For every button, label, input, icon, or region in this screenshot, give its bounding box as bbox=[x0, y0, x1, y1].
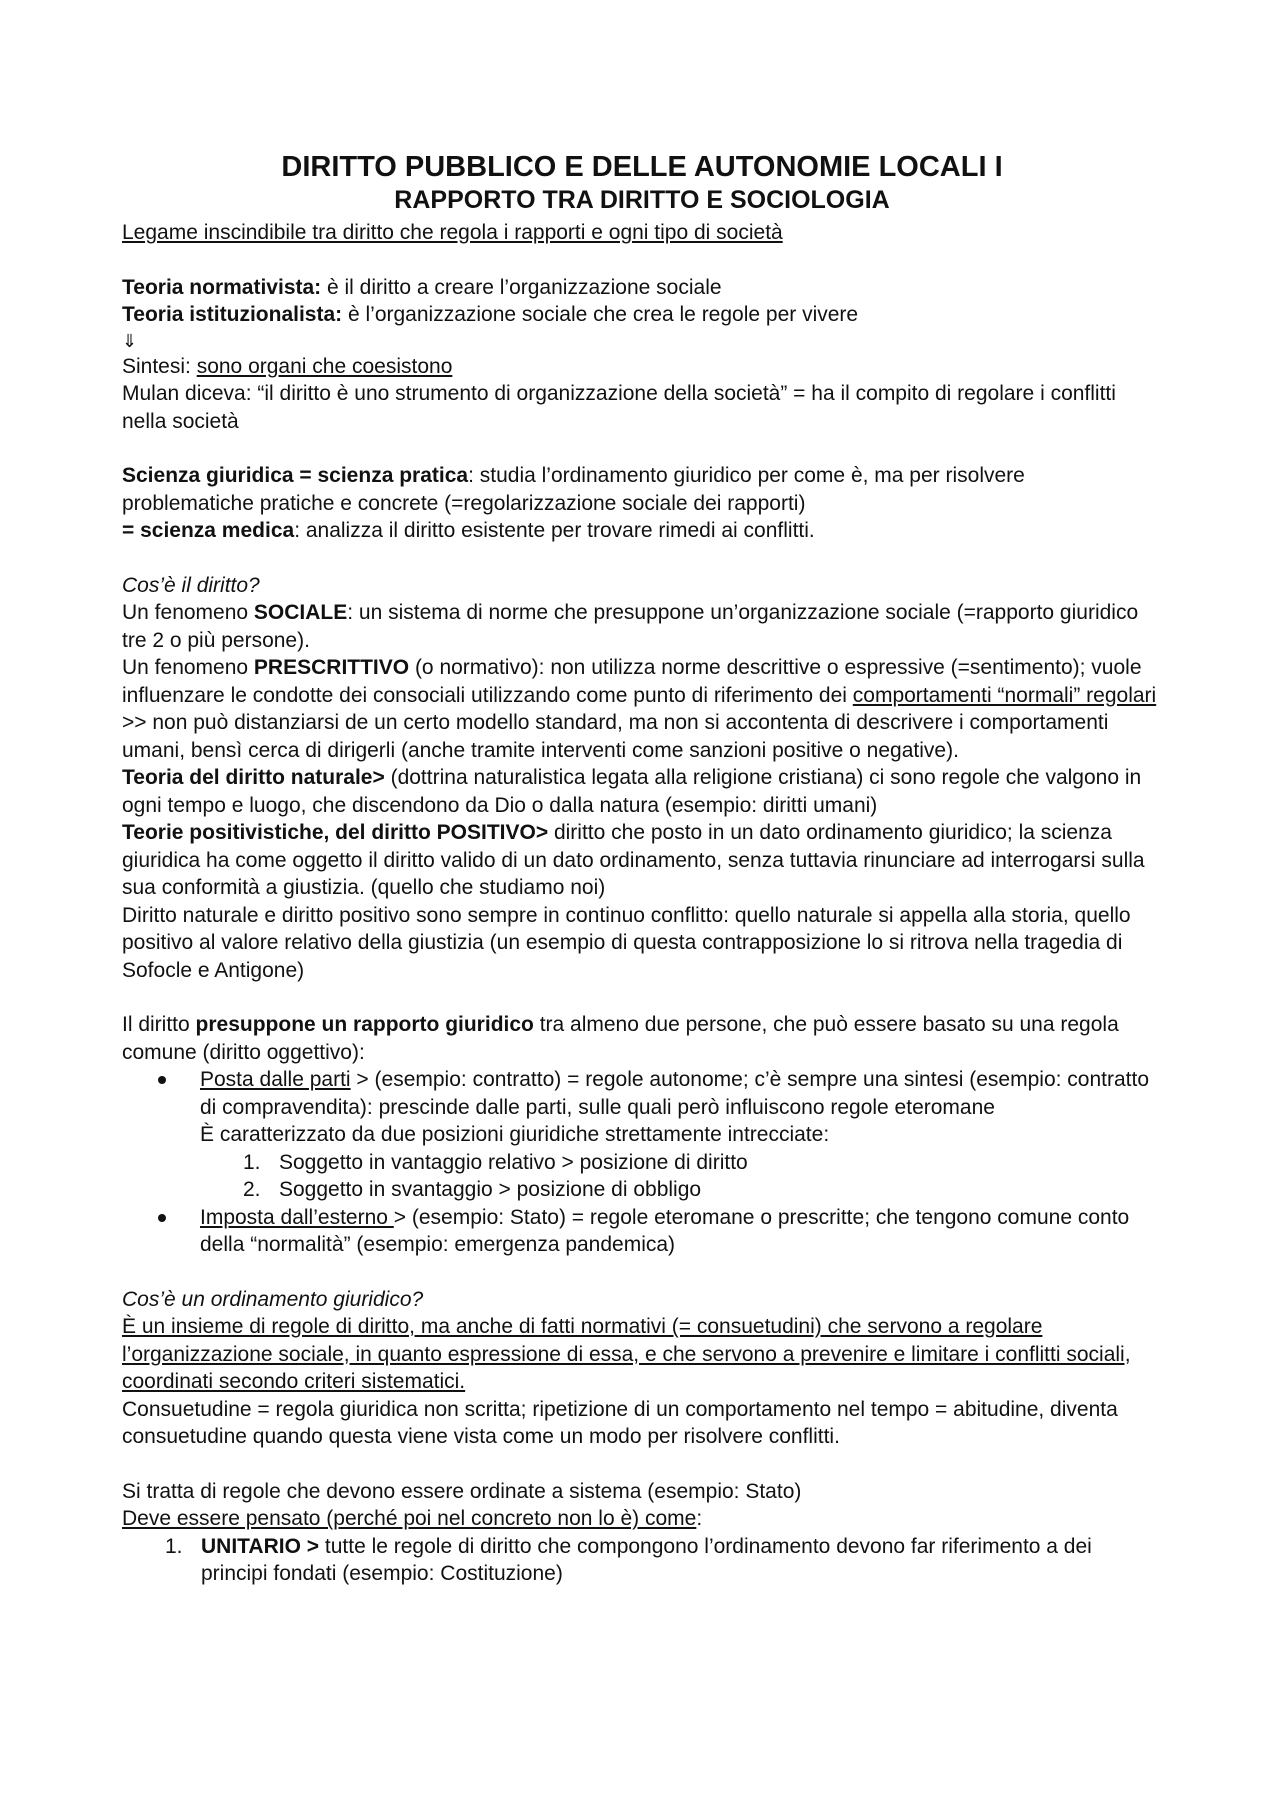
sociale-pre: Un fenomeno bbox=[122, 601, 254, 624]
normativista-label: Teoria normativista: bbox=[122, 275, 322, 299]
rapporto-pre: Il diritto bbox=[122, 1013, 196, 1036]
naturale-text: (dottrina naturalistica legata alla religione cristiana) ci sono regole che valgono in ogni tempo e luogo, che discendono da Dio o dalla natura (esempio: diritti umani) bbox=[122, 766, 1142, 817]
prescr-pre: Un fenomeno bbox=[122, 656, 254, 679]
normativista-line bbox=[122, 274, 1162, 302]
sintesi-line bbox=[122, 353, 1162, 381]
sociale-label: SOCIALE bbox=[253, 601, 348, 624]
intro-underlined: Legame inscindibile tra diritto che regola i rapporti e ogni tipo di società bbox=[122, 221, 783, 244]
item-number: 2. bbox=[243, 1178, 261, 1201]
ordinamento-definition bbox=[122, 1313, 1162, 1396]
ordinamento-question bbox=[122, 1286, 1162, 1314]
medica-label: = scienza medica bbox=[122, 519, 295, 542]
b1-sub: È caratterizzato da due posizioni giuridiche strettamente intrecciate: bbox=[200, 1123, 830, 1146]
prescr-label: PRESCRITTIVO bbox=[253, 656, 410, 679]
item-number: 1. bbox=[243, 1150, 261, 1174]
ordinamento-question-text: Cos’è un ordinamento giuridico? bbox=[122, 1287, 424, 1311]
scienza-text: : studia l’ordinamento giuridico per come è, ma per risolvere problematiche pratiche e concrete (=regolarizzazione sociale dei rapporti) bbox=[122, 464, 1025, 515]
bullet-imposta-dall-esterno bbox=[200, 1204, 1162, 1259]
naturale-label: Teoria del diritto naturale> bbox=[122, 766, 385, 789]
pensato-line bbox=[122, 1505, 1162, 1533]
b2-underline: Imposta dall’esterno bbox=[200, 1205, 394, 1229]
item-number: 1. bbox=[165, 1534, 183, 1558]
diritto-question bbox=[122, 572, 1162, 600]
pensato-colon: : bbox=[696, 1507, 703, 1530]
posizione-text: Soggetto in vantaggio relativo > posizione di diritto bbox=[279, 1150, 748, 1174]
positivo-text: diritto che posto in un dato ordinamento giuridico; la scienza giuridica ha come oggetto il diritto valido di un dato ordinamento, senza tuttavia rinunciare ad interrogarsi sulla sua conformità a giustizia. (quello che studiamo noi) bbox=[122, 821, 1145, 899]
page-title: DIRITTO PUBBLICO E DELLE AUTONOMIE LOCALI I bbox=[281, 151, 1003, 183]
rapporto-label: presuppone un rapporto giuridico bbox=[195, 1013, 534, 1036]
page-subtitle: RAPPORTO TRA DIRITTO E SOCIOLOGIA bbox=[394, 186, 890, 214]
diritto-question-text: Cos’è il diritto? bbox=[122, 573, 260, 597]
rapporto-text: tra almeno due persone, che può essere basato su una regola comune (diritto oggettivo): bbox=[122, 1013, 1119, 1064]
b1-text: > (esempio: contratto) = regole autonome; c’è sempre una sintesi (esempio: contratto di compravendita): prescinde dalle parti, sulle quali però influiscono regole eteromane bbox=[200, 1068, 1150, 1119]
down-arrow-icon: ⇓ bbox=[122, 330, 138, 351]
consuetudine-paragraph: Consuetudine = regola giuridica non scritta; ripetizione di un comportamento nel tempo = abitudine, diventa consuetudine quando questa viene vista come un modo per risolvere conflitti. bbox=[122, 1397, 1118, 1448]
unitario-text: tutte le regole di diritto che compongono l’ordinamento devono far riferimento a dei principi fondati (esempio: Costituzione) bbox=[201, 1534, 1092, 1585]
scienza-label: Scienza giuridica = scienza pratica bbox=[122, 464, 469, 487]
sociale-text: : un sistema di norme che presuppone un’organizzazione sociale (=rapporto giuridico tre 2 o più persone). bbox=[122, 601, 1139, 652]
positivo-label: Teorie positivistiche, del diritto POSITIVO> bbox=[122, 821, 549, 844]
intro-line bbox=[122, 219, 1162, 247]
unitario-label: UNITARIO > bbox=[201, 1534, 320, 1558]
pensato-underline: Deve essere pensato (perché poi nel concreto non lo è) come bbox=[122, 1507, 697, 1530]
istituzionalista-line bbox=[122, 301, 1162, 329]
medica-text: : analizza il diritto esistente per trovare rimedi ai conflitti. bbox=[294, 519, 815, 542]
naturale-paragraph bbox=[122, 764, 1162, 819]
mulan-paragraph: Mulan diceva: “il diritto è uno strumento di organizzazione della società” = ha il compito di regolare i conflitti nella società bbox=[122, 382, 1116, 433]
posizione-item-2 bbox=[243, 1176, 1162, 1204]
bullet-posta-dalle-parti bbox=[200, 1066, 1162, 1204]
sintesi-text: sono organi che coesistono bbox=[196, 354, 453, 378]
posizione-text: Soggetto in svantaggio > posizione di obbligo bbox=[279, 1178, 702, 1201]
rapporto-bullet-list bbox=[122, 1066, 1162, 1259]
requisiti-list bbox=[122, 1533, 1162, 1588]
scienza-paragraph bbox=[122, 462, 1162, 545]
prescr-text1: (o normativo): non utilizza norme descrittive o espressive (=sentimento); vuole influenzare le condotte dei consociali utilizzando come punto di riferimento dei bbox=[122, 656, 1142, 707]
prescr-text2: >> non può distanziarsi de un certo modello standard, ma non si accontenta di descrivere i comportamenti umani, bensì cerca di dirigerli (anche tramite interventi come sanzioni positive o negative). bbox=[122, 711, 1109, 762]
ordinamento-definition-text: È un insieme di regole di diritto, ma anche di fatti normativi (= consuetudini) che servono a regolare l’organizzazione sociale, in quanto espressione di essa, e che servono a prevenire e limitare i conflitti sociali, coordinati secondo criteri sistematici. bbox=[122, 1315, 1131, 1393]
prescr-underline: comportamenti “normali” regolari bbox=[852, 683, 1157, 707]
prescrittivo-paragraph bbox=[122, 654, 1162, 764]
positivo-paragraph bbox=[122, 819, 1162, 902]
istituzionalista-label: Teoria istituzionalista: bbox=[122, 303, 343, 326]
sistema-line: Si tratta di regole che devono essere ordinate a sistema (esempio: Stato) bbox=[122, 1479, 802, 1503]
istituzionalista-text: è l’organizzazione sociale che crea le regole per vivere bbox=[342, 303, 859, 326]
normativista-text: è il diritto a creare l’organizzazione sociale bbox=[321, 275, 722, 299]
sintesi-label: Sintesi: bbox=[122, 354, 197, 378]
sociale-paragraph bbox=[122, 599, 1162, 654]
posizione-item-1 bbox=[243, 1149, 1162, 1177]
requisito-unitario bbox=[165, 1533, 1162, 1588]
conflitto-paragraph: Diritto naturale e diritto positivo sono sempre in continuo conflitto: quello naturale si appella alla storia, quello positivo al valore relativo della giustizia (un esempio di questa contrapposizione lo si ritrova nella tragedia di Sofocle e Antigone) bbox=[122, 903, 1131, 982]
posizioni-list bbox=[200, 1149, 1162, 1204]
rapporto-paragraph bbox=[122, 1011, 1162, 1066]
b1-underline: Posta dalle parti bbox=[200, 1068, 351, 1091]
b2-text: > (esempio: Stato) = regole eteromane o prescritte; che tengono comune conto della “normalità” (esempio: emergenza pandemica) bbox=[200, 1205, 1130, 1256]
